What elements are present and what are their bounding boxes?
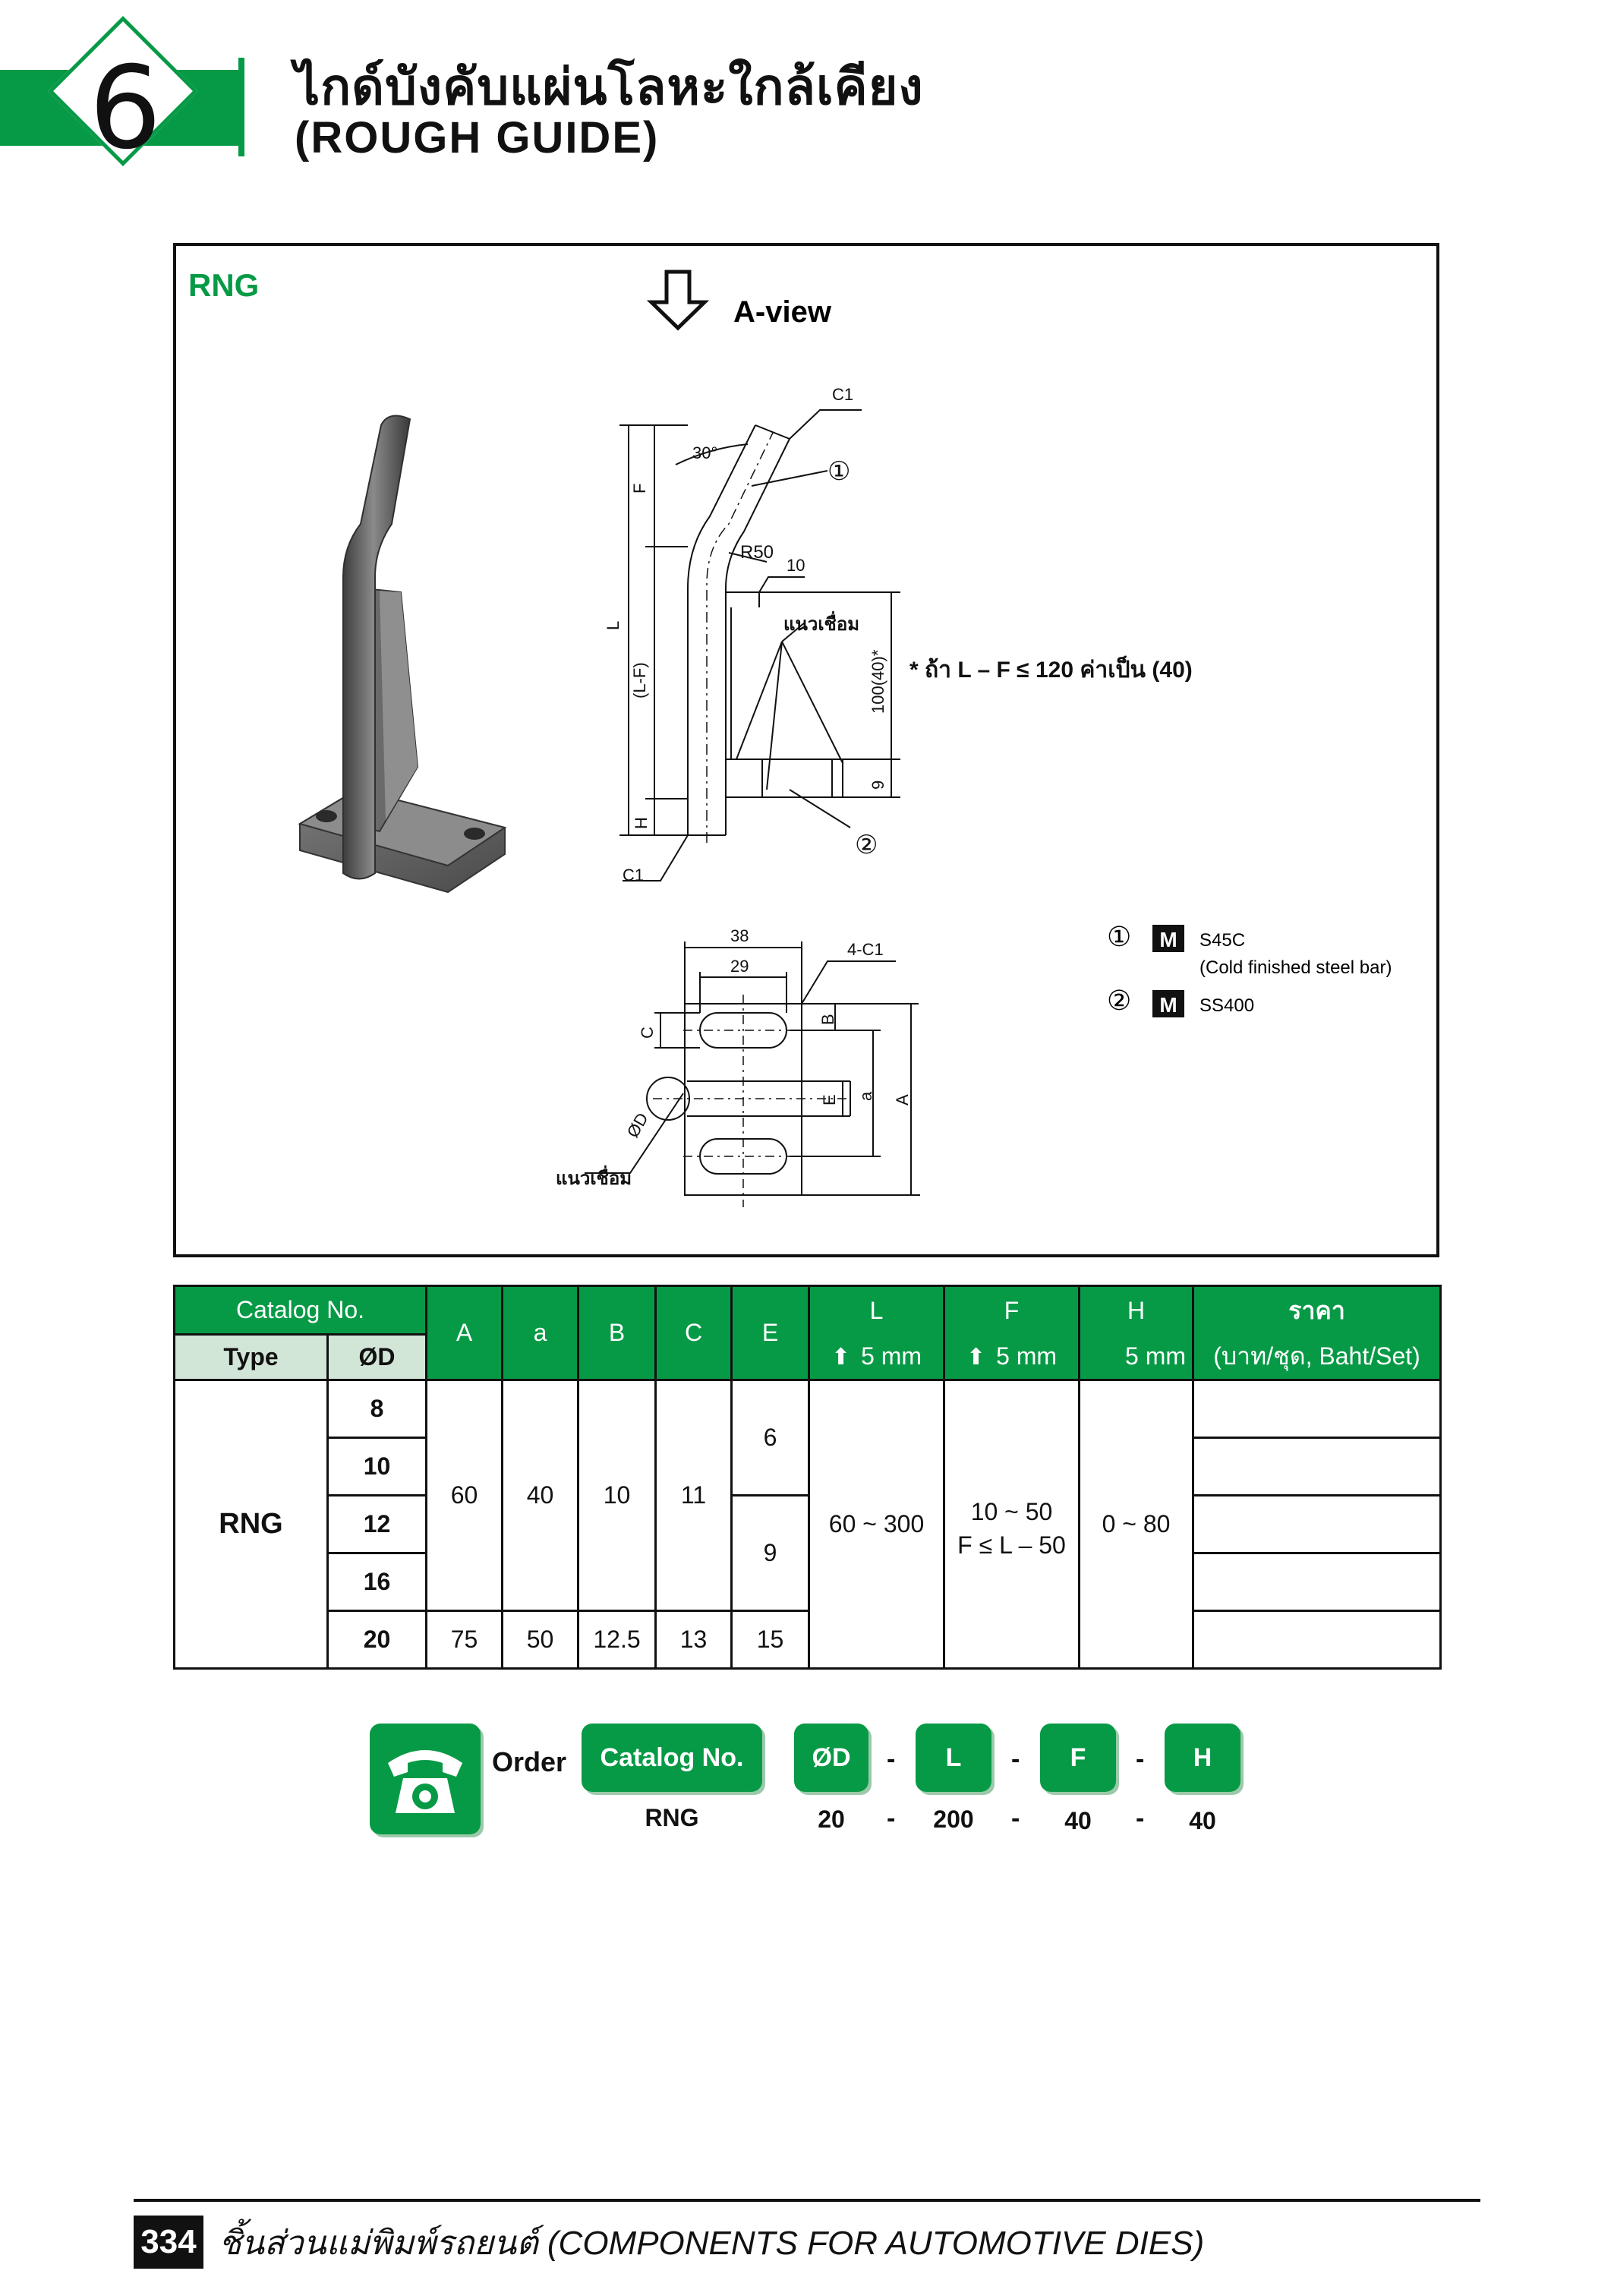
order-sep: - bbox=[887, 1745, 896, 1774]
B-cell: 10 bbox=[578, 1380, 656, 1611]
price-cell bbox=[1193, 1438, 1441, 1496]
material-2-badge: M bbox=[1159, 993, 1177, 1017]
th-C: C bbox=[656, 1286, 732, 1380]
type-label: RNG bbox=[188, 267, 260, 303]
th-A: A bbox=[427, 1286, 503, 1380]
th-od: ØD bbox=[328, 1335, 427, 1380]
order-sep: - bbox=[1136, 1804, 1145, 1833]
order-example-h: 40 bbox=[1189, 1807, 1216, 1834]
th-B: B bbox=[578, 1286, 656, 1380]
order-sep: - bbox=[1011, 1745, 1020, 1774]
order-field-f: F bbox=[1040, 1724, 1116, 1792]
E-cell: 9 bbox=[732, 1496, 809, 1611]
order-label: Order bbox=[492, 1746, 567, 1777]
th-catalog-no: Catalog No. bbox=[175, 1286, 427, 1335]
dim-radius: R50 bbox=[740, 542, 774, 563]
B-cell: 12.5 bbox=[578, 1611, 656, 1669]
od-cell: 16 bbox=[328, 1553, 427, 1611]
order-field-od: ØD bbox=[794, 1724, 868, 1792]
a-cell: 40 bbox=[503, 1380, 578, 1611]
order-field-catalog: Catalog No. bbox=[582, 1724, 762, 1792]
dim-a-small: a bbox=[856, 1091, 875, 1101]
order-sep: - bbox=[887, 1804, 896, 1833]
footer-title: ชิ้นส่วนแม่พิมพ์รถยนต์ (COMPONENTS FOR AUTOMOTIVE DIES) bbox=[219, 2225, 1205, 2262]
chapter-number: 6 bbox=[89, 43, 162, 175]
od-cell: 12 bbox=[328, 1496, 427, 1553]
material-1-badge: M bbox=[1159, 928, 1177, 951]
price-cell bbox=[1193, 1553, 1441, 1611]
a-view-label: A-view bbox=[733, 295, 831, 329]
A-cell: 75 bbox=[427, 1611, 503, 1669]
dim-c1-bottom: C1 bbox=[623, 866, 645, 885]
th-L-step: ⬆ 5 mm bbox=[809, 1335, 944, 1380]
price-cell bbox=[1193, 1380, 1441, 1438]
header-separator bbox=[238, 58, 244, 156]
footer-rule bbox=[134, 2199, 1480, 2202]
dim-c: C bbox=[638, 1027, 657, 1039]
callout-1: ① bbox=[827, 457, 851, 486]
order-sep: - bbox=[1011, 1804, 1020, 1833]
order-example-l: 200 bbox=[933, 1806, 974, 1833]
dim-29: 29 bbox=[730, 957, 749, 976]
L-range-cell: 60 ~ 300 bbox=[809, 1380, 944, 1669]
dim-b: B bbox=[818, 1014, 837, 1025]
order-sep: - bbox=[1136, 1745, 1145, 1774]
a-view-arrow-icon bbox=[651, 272, 705, 328]
order-field-l: L bbox=[916, 1724, 991, 1792]
dim-l: L bbox=[604, 620, 623, 630]
plan-view-drawing bbox=[585, 941, 920, 1207]
th-E: E bbox=[732, 1286, 809, 1380]
material-2-num: ② bbox=[1107, 985, 1132, 1016]
th-a: a bbox=[503, 1286, 578, 1380]
dim-c1-top: C1 bbox=[832, 385, 854, 404]
material-1-sub: (Cold finished steel bar) bbox=[1199, 957, 1392, 978]
th-L: L bbox=[809, 1286, 944, 1335]
od-cell: 8 bbox=[328, 1380, 427, 1438]
H-range-cell: 0 ~ 80 bbox=[1080, 1380, 1193, 1669]
E-cell: 6 bbox=[732, 1380, 809, 1496]
price-cell bbox=[1193, 1611, 1441, 1669]
dim-e: E bbox=[820, 1094, 839, 1105]
material-2-name: SS400 bbox=[1199, 995, 1255, 1016]
order-field-h: H bbox=[1165, 1724, 1240, 1792]
th-price-unit: (บาท/ชุด, Baht/Set) bbox=[1193, 1335, 1441, 1380]
material-1-name: S45C bbox=[1199, 930, 1246, 951]
order-example-od: 20 bbox=[818, 1806, 845, 1833]
technical-drawing bbox=[176, 246, 1436, 1254]
order-example-f: 40 bbox=[1064, 1807, 1092, 1834]
note-text: * ถ้า L – F ≤ 120 ค่าเป็น (40) bbox=[909, 658, 1193, 683]
th-type: Type bbox=[175, 1335, 328, 1380]
od-cell: 10 bbox=[328, 1438, 427, 1496]
callout-2: ② bbox=[855, 831, 878, 859]
C-cell: 11 bbox=[656, 1380, 732, 1611]
dim-od: ØD bbox=[623, 1109, 652, 1141]
th-F: F bbox=[944, 1286, 1080, 1335]
dim-ten: 10 bbox=[787, 556, 805, 575]
th-price: ราคา bbox=[1193, 1286, 1441, 1335]
dim-l-minus-f: (L-F) bbox=[630, 662, 649, 699]
C-cell: 13 bbox=[656, 1611, 732, 1669]
materials-legend bbox=[1107, 921, 1392, 1017]
A-cell: 60 bbox=[427, 1380, 503, 1611]
th-H-step: 5 mm bbox=[1080, 1335, 1193, 1380]
type-cell: RNG bbox=[175, 1380, 328, 1669]
dim-4c1: 4-C1 bbox=[847, 940, 884, 959]
weld-label-2: แนวเชื่อม bbox=[556, 1168, 632, 1189]
page-title-thai: ไกด์บังคับแผ่นโลหะใกล้เคียง bbox=[295, 58, 924, 115]
dim-a-big: A bbox=[893, 1094, 912, 1105]
product-photo bbox=[300, 416, 505, 893]
dim-hundred: 100(40)* bbox=[868, 649, 887, 714]
material-1-num: ① bbox=[1107, 921, 1132, 952]
order-example-catalog: RNG bbox=[645, 1804, 699, 1831]
dim-nine: 9 bbox=[868, 780, 887, 790]
page-number: 334 bbox=[134, 2216, 203, 2269]
od-cell: 20 bbox=[328, 1611, 427, 1669]
price-cell bbox=[1193, 1496, 1441, 1553]
page-title-english: (ROUGH GUIDE) bbox=[295, 113, 660, 162]
E-cell: 15 bbox=[732, 1611, 809, 1669]
up-arrow-icon: ⬆ bbox=[966, 1345, 986, 1370]
dim-angle: 30° bbox=[692, 443, 718, 462]
phone-icon bbox=[370, 1724, 481, 1834]
dim-h: H bbox=[632, 817, 651, 829]
dim-f: F bbox=[630, 483, 649, 494]
a-cell: 50 bbox=[503, 1611, 578, 1669]
side-view-drawing bbox=[619, 410, 900, 881]
th-H: H bbox=[1080, 1286, 1193, 1335]
spec-table bbox=[173, 1285, 1442, 1670]
dim-38: 38 bbox=[730, 926, 749, 945]
F-range-cell: 10 ~ 50 F ≤ L – 50 bbox=[944, 1380, 1080, 1669]
up-arrow-icon: ⬆ bbox=[831, 1345, 851, 1370]
weld-label: แนวเชื่อม bbox=[783, 614, 860, 635]
th-F-step: ⬆ 5 mm bbox=[944, 1335, 1080, 1380]
